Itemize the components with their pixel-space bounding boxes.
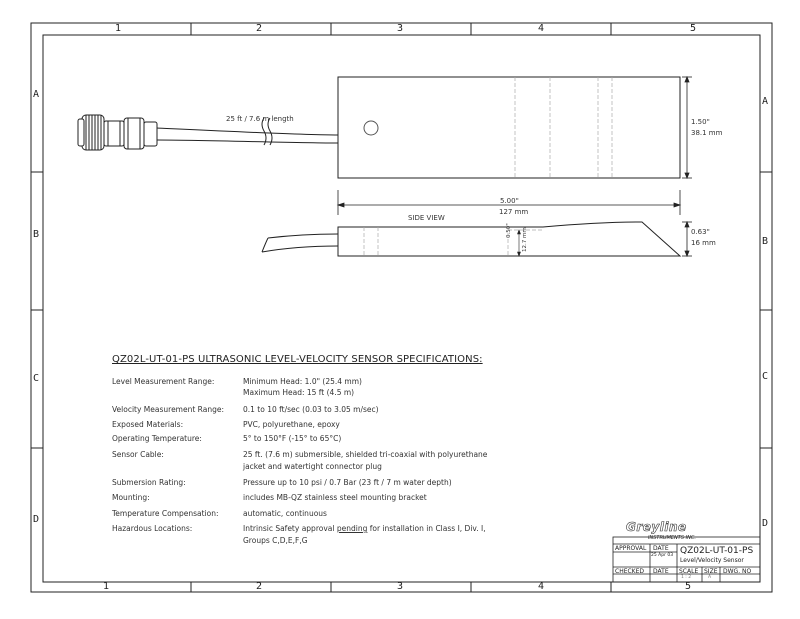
spec-value: Pressure up to 10 psi / 0.7 Bar (23 ft / 7 m water depth) — [243, 478, 452, 487]
height-mm-label: 38.1 mm — [691, 129, 723, 137]
col-label-3-bottom: 3 — [397, 581, 404, 592]
sensor-top-hidden-lines — [515, 77, 612, 178]
dwg-no-label: DWG. NO — [723, 568, 752, 575]
row-label-b-left: B — [33, 229, 40, 240]
spec-value: 5° to 150°F (-15° to 65°C) — [243, 434, 342, 443]
part-number: QZ02L-UT-01-PS — [680, 546, 754, 556]
spec-value — [243, 524, 486, 533]
spec-value: includes MB-QZ stainless steel mounting bracket — [243, 493, 427, 502]
spec-value-part: Intrinsic Safety approval — [243, 524, 335, 533]
spec-label: Sensor Cable: — [112, 450, 164, 459]
cable-length-label: 25 ft / 7.6 m length — [226, 115, 294, 123]
thickness-mm-label: 16 mm — [691, 239, 716, 247]
inner-inch-label: 0.50" — [506, 223, 512, 238]
date-value: 25 Apr 03 — [651, 553, 674, 558]
sensor-side-hidden-lines — [364, 227, 543, 256]
cable-side-lower — [262, 246, 338, 252]
row-label-a-left: A — [33, 89, 40, 100]
row-label-d-left: D — [33, 514, 40, 525]
row-label-c-right: C — [762, 371, 769, 382]
scale-value: 1 : 2 — [681, 575, 692, 580]
height-inch-label: 1.50" — [691, 118, 710, 126]
row-label-d-right: D — [762, 518, 769, 529]
company-logo-sub: INSTRUMENTS INC. — [648, 535, 696, 541]
spec-label: Level Measurement Range: — [112, 377, 215, 386]
col-label-4-bottom: 4 — [538, 581, 545, 592]
row-label-c-left: C — [33, 373, 40, 384]
col-label-3-top: 3 — [397, 23, 404, 34]
height-dimension — [682, 77, 692, 178]
spec-label: Exposed Materials: — [112, 420, 184, 429]
spec-value: PVC, polyurethane, epoxy — [243, 420, 340, 429]
col-label-4-top: 4 — [538, 23, 545, 34]
spec-label: Velocity Measurement Range: — [112, 405, 224, 414]
spec-value-pending: pending — [336, 524, 368, 533]
row-label-a-right: A — [762, 96, 769, 107]
spec-label: Mounting: — [112, 493, 150, 502]
col-label-1-top: 1 — [115, 23, 122, 34]
spec-value: automatic, continuous — [243, 509, 327, 518]
sensor-mount-hole — [364, 121, 378, 135]
company-logo: Greyline — [626, 520, 687, 534]
cable-side-upper — [268, 234, 338, 238]
checked-label: CHECKED — [615, 568, 645, 575]
size-value: A — [708, 575, 712, 580]
inner-mm-label: 12.7 mm — [522, 227, 528, 252]
cable-top-upper — [157, 128, 338, 135]
zone-ticks — [31, 23, 772, 592]
spec-label: Submersion Rating: — [112, 478, 186, 487]
spec-value: Groups C,D,E,F,G — [243, 536, 308, 545]
length-inch-label: 5.00" — [500, 197, 519, 205]
spec-title: QZ02L-UT-01-PS ULTRASONIC LEVEL-VELOCITY SENSOR SPECIFICATIONS: — [112, 354, 483, 365]
spec-value-part: for installation in Class I, Div. I, — [369, 524, 486, 533]
inner-dimension — [518, 230, 521, 256]
length-mm-label: 127 mm — [499, 208, 529, 216]
outer-border — [31, 23, 772, 592]
scale-label: SCALE — [679, 568, 699, 575]
spec-value: 25 ft. (7.6 m) submersible, shielded tri-coaxial with polyurethane — [243, 450, 488, 459]
col-label-5-bottom: 5 — [685, 581, 692, 592]
size-label: SIZE — [704, 568, 718, 575]
col-label-2-top: 2 — [256, 23, 263, 34]
approval-label: APPROVAL — [615, 545, 647, 552]
side-view-label: SIDE VIEW — [408, 214, 445, 222]
connector-plug — [78, 115, 157, 150]
cable-top-lower — [157, 140, 338, 143]
sensor-top-body — [338, 77, 680, 178]
spec-label: Temperature Compensation: — [112, 509, 219, 518]
date2-label: DATE — [653, 568, 669, 575]
col-label-2-bottom: 2 — [256, 581, 263, 592]
col-label-1-bottom: 1 — [103, 581, 110, 592]
cable-side-break — [262, 238, 268, 252]
spec-value: Minimum Head: 1.0" (25.4 mm) — [243, 377, 362, 386]
part-description: Level/Velocity Sensor — [680, 557, 744, 564]
spec-label: Hazardous Locations: — [112, 524, 193, 533]
spec-value: Maximum Head: 15 ft (4.5 m) — [243, 388, 355, 397]
date-label: DATE — [653, 545, 669, 552]
col-label-5-top: 5 — [690, 23, 697, 34]
row-label-b-right: B — [762, 236, 769, 247]
spec-label: Operating Temperature: — [112, 434, 202, 443]
thickness-inch-label: 0.63" — [691, 228, 710, 236]
spec-value: 0.1 to 10 ft/sec (0.03 to 3.05 m/sec) — [243, 405, 379, 414]
spec-value: jacket and watertight connector plug — [243, 462, 382, 471]
